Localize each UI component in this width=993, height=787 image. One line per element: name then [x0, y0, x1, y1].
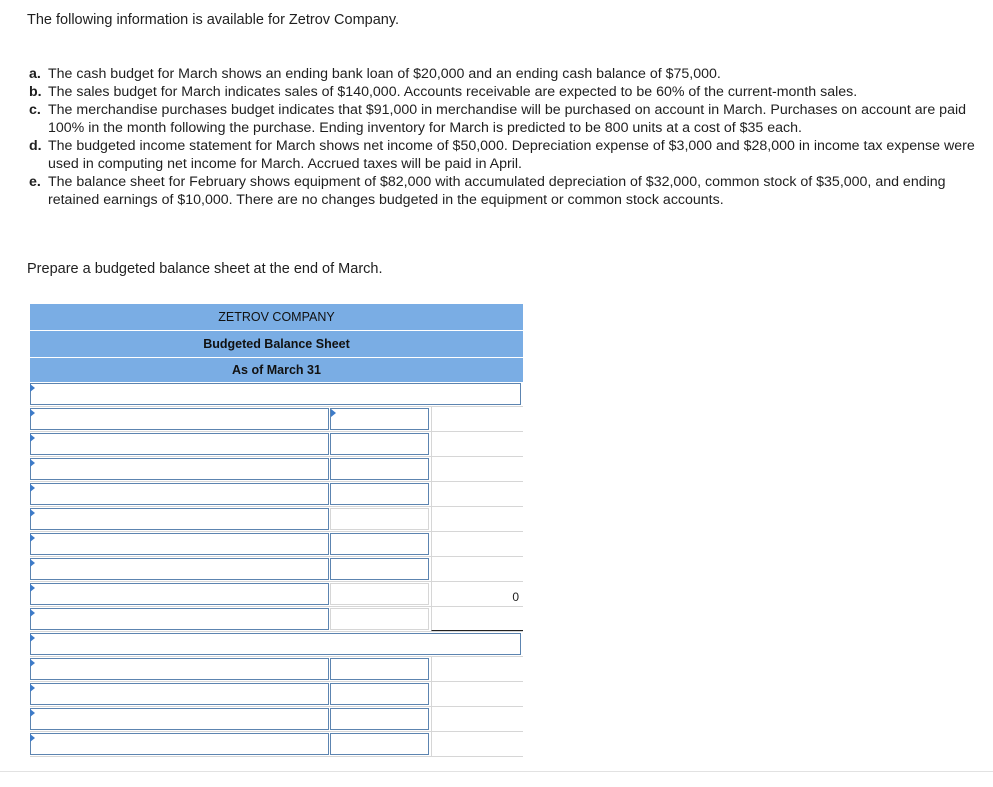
account-label-input[interactable] [30, 658, 329, 680]
table-row [30, 682, 523, 707]
amount-input[interactable] [330, 458, 429, 480]
table-row [30, 732, 523, 757]
account-label-input[interactable] [30, 683, 329, 705]
total-cell [431, 657, 523, 681]
dropdown-marker-icon [30, 409, 35, 417]
amount-cell [330, 608, 429, 630]
amount-input[interactable] [330, 508, 429, 530]
amount-input[interactable] [330, 433, 429, 455]
company-name: ZETROV COMPANY [30, 304, 523, 331]
table-row [30, 457, 523, 482]
dropdown-marker-icon [30, 659, 35, 667]
dropdown-marker-icon [30, 634, 35, 642]
total-cell [431, 732, 523, 756]
info-item-d: d. The budgeted income statement for March shows net income of $50,000. Depreciation expense of $3,000 and $28,000 in income tax expense were used in computing net income for March. Accrued taxes will be paid in April. [29, 138, 975, 172]
amount-input[interactable] [330, 408, 429, 430]
amount-cell [330, 583, 429, 605]
table-row [30, 557, 523, 582]
instruction-text: Prepare a budgeted balance sheet at the end of March. [27, 261, 383, 277]
table-row [30, 432, 523, 457]
amount-input[interactable] [330, 733, 429, 755]
account-label-input[interactable] [30, 533, 329, 555]
intro-text: The following information is available for Zetrov Company. [27, 12, 400, 28]
table-row [30, 407, 523, 432]
account-label-input[interactable] [30, 483, 329, 505]
total-cell [431, 532, 523, 556]
total-cell [431, 482, 523, 506]
total-cell [431, 682, 523, 706]
account-label-input[interactable] [30, 433, 329, 455]
total-cell [431, 557, 523, 581]
table-row [30, 707, 523, 732]
table-row [30, 507, 523, 532]
dropdown-marker-icon [30, 434, 35, 442]
account-label-input[interactable] [30, 408, 329, 430]
account-label-input[interactable] [30, 583, 329, 605]
total-cell [431, 507, 523, 531]
account-label-input[interactable] [30, 608, 329, 630]
divider [0, 771, 993, 772]
amount-input[interactable] [330, 558, 429, 580]
amount-input[interactable] [330, 483, 429, 505]
account-label-input[interactable] [30, 458, 329, 480]
amount-input[interactable] [330, 683, 429, 705]
dropdown-marker-icon [30, 384, 35, 392]
account-label-input[interactable] [30, 733, 329, 755]
total-cell [431, 707, 523, 731]
info-item-b: b. The sales budget for March indicates sales of $140,000. Accounts receivable are expected to be 60% of the current-month sales. [29, 84, 858, 100]
dropdown-marker-icon [30, 509, 35, 517]
dropdown-marker-icon [30, 559, 35, 567]
table-row [30, 482, 523, 507]
table-row [30, 607, 523, 632]
section-heading-row [30, 382, 523, 407]
dropdown-marker-icon [30, 534, 35, 542]
balance-sheet-form [30, 304, 523, 757]
subtotal-row [30, 582, 523, 607]
amount-input[interactable] [330, 708, 429, 730]
statement-date: As of March 31 [30, 358, 523, 382]
dropdown-marker-icon [30, 609, 35, 617]
info-item-c: c. The merchandise purchases budget indicates that $91,000 in merchandise will be purchased on account in March. Purchases on account are paid 100% in the month following the purchase. Ending inventory for March is predicted to be 800 units at a cost of $35 each. [29, 102, 967, 136]
section-heading-input[interactable] [30, 383, 521, 405]
dropdown-marker-icon [30, 484, 35, 492]
account-label-input[interactable] [30, 558, 329, 580]
total-cell [431, 457, 523, 481]
statement-title: Budgeted Balance Sheet [30, 331, 523, 358]
account-label-input[interactable] [30, 708, 329, 730]
info-item-e: e. The balance sheet for February shows equipment of $82,000 with accumulated depreciation of $32,000, common stock of $35,000, and ending retained earnings of $10,000. There are no changes budgeted in the equipment or common stock accounts. [29, 174, 946, 208]
amount-input[interactable] [330, 533, 429, 555]
total-cell [431, 607, 523, 631]
dropdown-marker-icon [30, 709, 35, 717]
dropdown-marker-icon [30, 584, 35, 592]
dropdown-marker-icon [30, 734, 35, 742]
section-heading-row [30, 632, 523, 657]
account-label-input[interactable] [30, 508, 329, 530]
section-heading-input[interactable] [30, 633, 521, 655]
table-row [30, 657, 523, 682]
dropdown-marker-icon [30, 684, 35, 692]
amount-input[interactable] [330, 658, 429, 680]
info-item-a: a. The cash budget for March shows an ending bank loan of $20,000 and an ending cash balance of $75,000. [29, 66, 721, 82]
dropdown-marker-icon [331, 409, 336, 417]
total-cell [431, 407, 523, 431]
table-row [30, 532, 523, 557]
total-cell [431, 432, 523, 456]
dropdown-marker-icon [30, 459, 35, 467]
subtotal-value: 0 [431, 582, 523, 606]
info-list [29, 65, 979, 209]
